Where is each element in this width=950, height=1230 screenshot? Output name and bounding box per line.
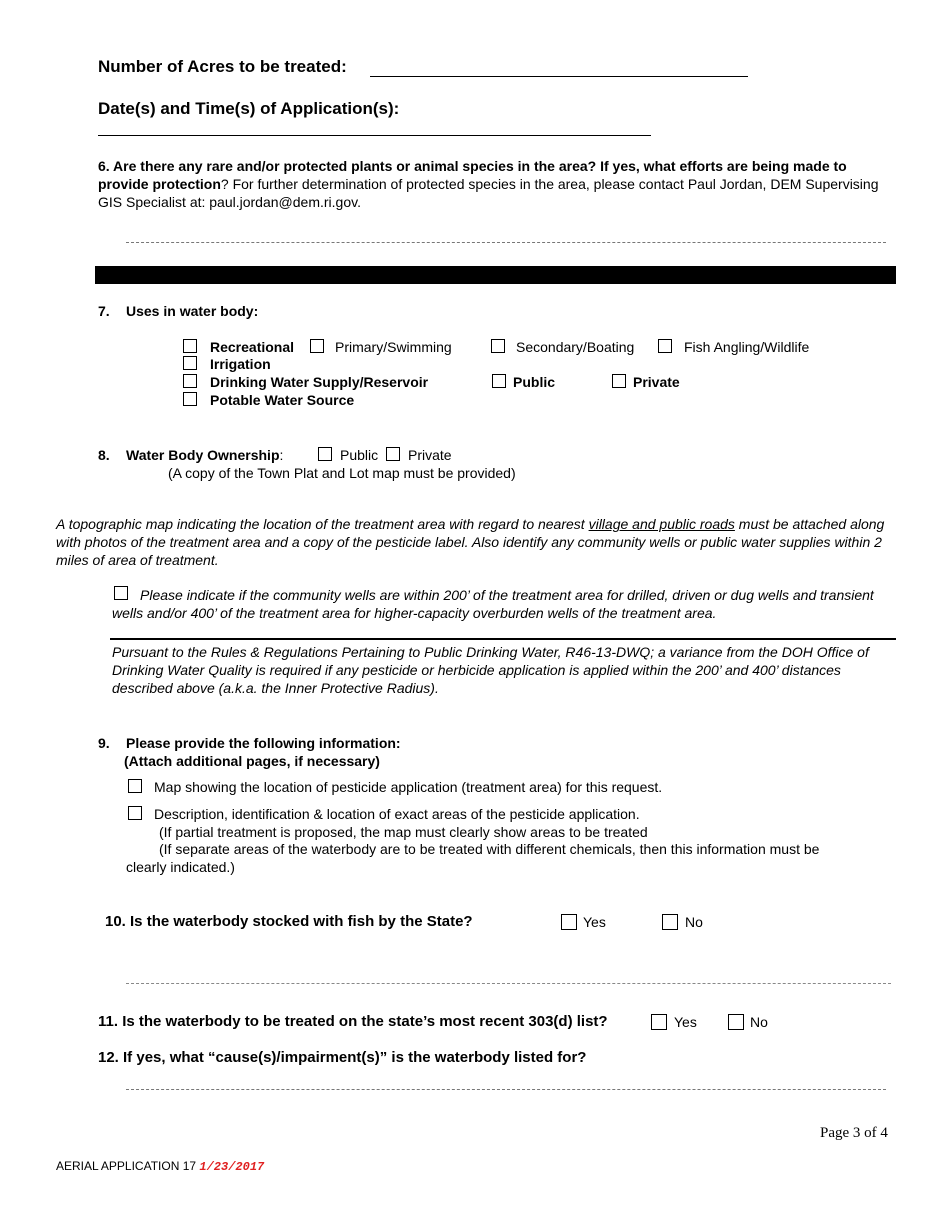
acres-input-line[interactable] [370, 76, 748, 77]
potable-water-label: Potable Water Source [210, 392, 355, 408]
q6-bold: 6. Are there any rare and/or protected plants or animal species in the area? If yes, what efforts are being made to provide protection [98, 158, 847, 192]
dates-input-line[interactable] [98, 135, 651, 136]
drinking-water-label: Drinking Water Supply/Reservoir [210, 374, 429, 390]
drinking-public-checkbox[interactable] [492, 374, 506, 388]
q11-no-checkbox[interactable] [728, 1014, 744, 1030]
description-label: Description, identification & location of exact areas of the pesticide application. [154, 806, 640, 822]
q10-no-label: No [685, 914, 703, 930]
q8-number: 8. [98, 447, 110, 463]
secondary-boating-label: Secondary/Boating [516, 339, 635, 355]
pursuant-text: Pursuant to the Rules & Regulations Pertaining to Public Drinking Water, R46-13-DWQ; a variance from the DOH Office of Drinking Water Quality is required if any pesticide or herbicide application is applied within the 200’ and 400’ distances described above (a.k.a. the Inner Protective Radius). [112, 644, 869, 696]
map-label: Map showing the location of pesticide application (treatment area) for this request. [154, 779, 663, 795]
ownership-private-checkbox[interactable] [386, 447, 400, 461]
q10-yes-label: Yes [583, 914, 606, 930]
ownership-public-checkbox[interactable] [318, 447, 332, 461]
q8-line [126, 447, 283, 463]
recreational-label: Recreational [210, 339, 295, 355]
primary-swimming-checkbox[interactable] [310, 339, 324, 353]
q7-label: Uses in water body: [126, 303, 259, 319]
drinking-private-checkbox[interactable] [612, 374, 626, 388]
drinking-water-checkbox[interactable] [183, 374, 197, 388]
q9-sub: (Attach additional pages, if necessary) [124, 753, 380, 769]
secondary-boating-checkbox[interactable] [491, 339, 505, 353]
drinking-private-label: Private [633, 374, 680, 390]
q10-yes-checkbox[interactable] [561, 914, 577, 930]
q10-no-checkbox[interactable] [662, 914, 678, 930]
q11-yes-checkbox[interactable] [651, 1014, 667, 1030]
q6-answer-line[interactable] [126, 242, 886, 243]
primary-swimming-label: Primary/Swimming [335, 339, 452, 355]
community-wells-text: Please indicate if the community wells are within 200’ of the treatment area for drilled, driven or dug wells and transient wells and/or 400’ of the treatment area for higher-capacity overburden wells of the treatment area. [112, 587, 874, 621]
section-divider-bar [95, 266, 896, 284]
q8-label: Water Body Ownership [126, 447, 280, 463]
topo-underlined: village and public roads [588, 516, 735, 532]
q11-yes-label: Yes [674, 1014, 697, 1030]
potable-water-checkbox[interactable] [183, 392, 197, 406]
q12-label: 12. If yes, what “cause(s)/impairment(s)” is the waterbody listed for? [98, 1049, 587, 1066]
q7-number: 7. [98, 303, 110, 319]
form-name: AERIAL APPLICATION 17 [56, 1159, 197, 1173]
ownership-public-label: Public [340, 447, 379, 463]
pursuant-top-rule [110, 638, 896, 640]
q9-number: 9. [98, 735, 110, 751]
q11-no-label: No [750, 1014, 768, 1030]
q6-text [98, 157, 893, 211]
form-date: 1/23/2017 [199, 1160, 265, 1174]
q9-label: Please provide the following information: [126, 735, 401, 751]
topo-paragraph [56, 515, 896, 569]
q10-label: 10. Is the waterbody stocked with fish by the State? [105, 913, 473, 930]
ownership-private-label: Private [408, 447, 452, 463]
drinking-public-label: Public [513, 374, 556, 390]
q10-answer-line[interactable] [126, 983, 891, 984]
q12-answer-line[interactable] [126, 1089, 886, 1090]
irrigation-checkbox[interactable] [183, 356, 197, 370]
q8-colon: : [279, 447, 284, 463]
fish-angling-checkbox[interactable] [658, 339, 672, 353]
q11-label: 11. Is the waterbody to be treated on the state’s most recent 303(d) list? [98, 1013, 608, 1030]
topo-post: must be attached along with photos of the treatment area and a copy of the pesticide label. Also identify any community wells or public water supplies within 2 miles of area of treatment. [56, 516, 885, 568]
page-number: Page 3 of 4 [820, 1125, 888, 1141]
description-note-3: clearly indicated.) [126, 859, 235, 875]
form-id [56, 1159, 264, 1174]
dates-label: Date(s) and Time(s) of Application(s): [98, 99, 400, 118]
acres-label: Number of Acres to be treated: [98, 57, 347, 76]
description-note-2: (If separate areas of the waterbody are to be treated with different chemicals, then this information must be [159, 841, 820, 857]
description-checkbox[interactable] [128, 806, 142, 820]
description-note-1: (If partial treatment is proposed, the map must clearly show areas to be treated [159, 824, 648, 840]
map-checkbox[interactable] [128, 779, 142, 793]
recreational-checkbox[interactable] [183, 339, 197, 353]
topo-pre: A topographic map indicating the location of the treatment area with regard to nearest [56, 516, 589, 532]
irrigation-label: Irrigation [210, 356, 271, 372]
fish-angling-label: Fish Angling/Wildlife [684, 339, 810, 355]
q8-note: (A copy of the Town Plat and Lot map must be provided) [168, 465, 516, 481]
q6-rest: ? For further determination of protected species in the area, please contact Paul Jordan, DEM Supervising GIS Specialist at: paul.jordan@dem.ri.gov. [98, 176, 879, 210]
